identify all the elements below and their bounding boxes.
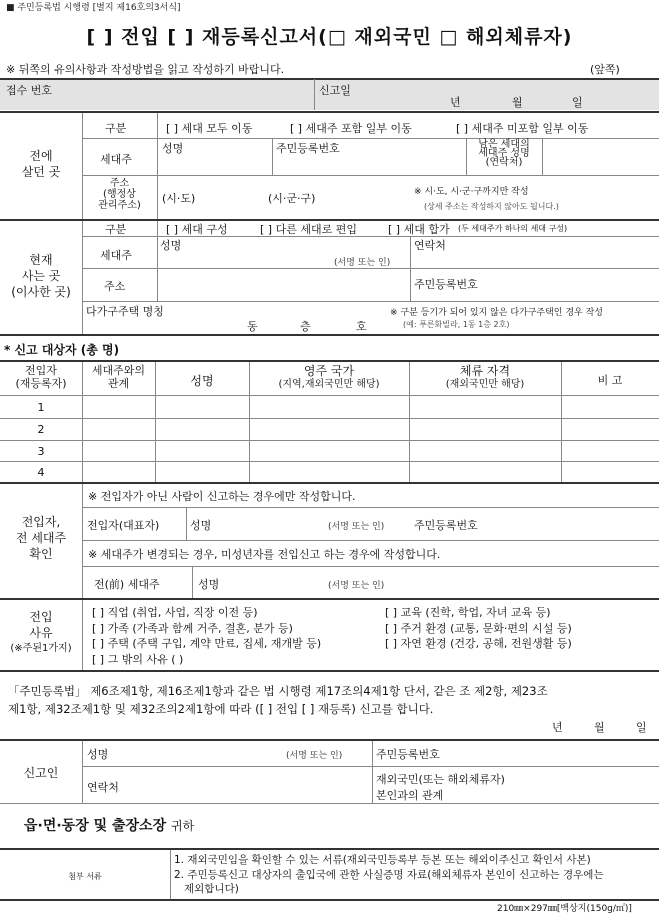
confirm-note-1: ※ 전입자가 아닌 사람이 신고하는 경우에만 작성합니다.	[88, 490, 356, 503]
col-relation: 세대주와의 관계	[91, 364, 146, 390]
previous-name-label: 성명	[162, 142, 184, 155]
col-country: 영주 국가 (지역,재외국민만 해당)	[278, 364, 380, 390]
current-rrn-label: 주민등록번호	[414, 278, 478, 291]
reporter-rrn-label: 주민등록번호	[376, 748, 440, 761]
reason-option[interactable]: [ ] 직업 (취업, 사업, 직장 이전 등)	[92, 606, 258, 619]
rep-rrn-label: 주민등록번호	[414, 519, 478, 532]
col-mover: 전입자 (재등록자)	[15, 364, 67, 390]
reporter-overseas-label: 재외국민(또는 해외체류자)	[376, 773, 505, 786]
paper-spec: 210㎜×297㎜[백상지(150g/㎡)]	[497, 904, 632, 914]
prev-householder-signature-hint: (서명 또는 인)	[328, 581, 385, 591]
receipt-date-label: 신고일	[319, 84, 351, 97]
multi-house-note: ※ 구분 등기가 되어 있지 않은 다가구주택인 경우 작성	[390, 308, 604, 318]
receipt-day: 일	[572, 96, 583, 109]
remaining-householder-label: 남은 세대의 세대주 성명 (연락처)	[478, 139, 530, 168]
receipt-no-label: 접수 번호	[6, 84, 53, 97]
reason-option[interactable]: [ ] 주거 환경 (교통, 문화·편의 시설 등)	[385, 622, 572, 635]
rep-signature-hint: (서명 또는 인)	[328, 522, 385, 532]
cur-kind-note: (두 세대주가 하나의 세대 구성)	[458, 224, 568, 233]
multi-house-dong: 동	[247, 320, 258, 333]
cur-kind-option-2[interactable]: [ ] 다른 세대로 편입	[260, 223, 357, 236]
current-householder-label: 세대주	[100, 249, 132, 262]
statement-month: 월	[594, 721, 605, 734]
form-reference: ■ 주민등록법 시행령 [별지 제16호의3서식]	[6, 3, 181, 13]
col-remarks: 비 고	[597, 374, 623, 387]
prev-householder-label: 전(前) 세대주	[94, 578, 160, 591]
page-side-label: (앞쪽)	[590, 63, 620, 76]
reason-option[interactable]: [ ] 자연 환경 (건강, 공해, 전원생활 등)	[385, 637, 572, 650]
confirm-section-label: 전입자, 전 세대주 확인	[15, 515, 67, 561]
current-contact-label: 연락처	[414, 239, 446, 252]
reporter-signature-hint: (서명 또는 인)	[286, 751, 343, 761]
prev-householder-name-label: 성명	[198, 578, 220, 591]
rep-label: 전입자(대표자)	[87, 519, 160, 532]
attachment-item-2: 2. 주민등록신고 대상자의 출입국에 관한 사실증명 자료(해외체류자 본인이 신고하는 경우에는	[174, 869, 604, 881]
previous-section-label: 전에 살던 곳	[21, 149, 61, 179]
reason-section-label: 전입 사유 (※주된1가지)	[10, 610, 72, 654]
table-row-number: 1	[37, 401, 45, 414]
prev-kind-option-1[interactable]: [ ] 세대 모두 이동	[166, 122, 253, 135]
attachment-item-2-cont: 제외합니다)	[184, 883, 239, 895]
prev-address-note: ※ 시·도, 시·군·구까지만 작성	[414, 187, 529, 197]
multi-house-label: 다가구주택 명칭	[86, 305, 164, 318]
current-name-label: 성명	[160, 239, 182, 252]
statement-year: 년	[552, 721, 563, 734]
current-kind-label: 구분	[105, 223, 127, 236]
statement-day: 일	[636, 721, 647, 734]
current-signature-hint: (서명 또는 인)	[334, 258, 391, 268]
addressee-title: 읍·면·동장 및 출장소장 귀하	[24, 818, 195, 834]
reason-option[interactable]: [ ] 그 밖의 사유 ( )	[92, 653, 184, 666]
reporter-section-label: 신고인	[23, 766, 59, 780]
previous-kind-label: 구분	[105, 122, 127, 135]
previous-address-label: 주소 (행정상 관리주소)	[98, 178, 141, 211]
attachment-item-1: 1. 재외국민임을 확인할 수 있는 서류(재외국민등록부 등본 또는 해외이주신고 확인서 사본)	[174, 854, 591, 866]
notice-text: ※ 뒤쪽의 유의사항과 작성방법을 읽고 작성하기 바랍니다.	[6, 63, 285, 76]
multi-house-note-2: (예: 푸른화빌라, 1동 1층 2호)	[403, 320, 510, 329]
col-status: 체류 자격 (재외국민만 해당)	[445, 364, 525, 390]
prev-sido-field[interactable]: (시·도)	[162, 192, 196, 205]
reason-option[interactable]: [ ] 주택 (주택 구입, 계약 만료, 집세, 재개발 등)	[92, 637, 322, 650]
cur-kind-option-3[interactable]: [ ] 세대 합가	[388, 223, 450, 236]
current-section-label: 현재 사는 곳 (이사한 곳)	[11, 253, 71, 299]
table-row-number: 3	[37, 445, 45, 458]
prev-sigungu-field[interactable]: (시·군·구)	[268, 192, 316, 205]
rep-name-label: 성명	[190, 519, 212, 532]
previous-rrn-label: 주민등록번호	[276, 142, 340, 155]
confirm-note-2: ※ 세대주가 변경되는 경우, 미성년자를 전입신고 하는 경우에 작성합니다.	[88, 548, 441, 561]
previous-householder-label: 세대주	[100, 153, 132, 166]
reason-option[interactable]: [ ] 교육 (진학, 학업, 자녀 교육 등)	[385, 606, 551, 619]
multi-house-ho: 호	[356, 320, 367, 333]
reason-option[interactable]: [ ] 가족 (가족과 함께 거주, 결혼, 분가 등)	[92, 622, 293, 635]
cur-kind-option-1[interactable]: [ ] 세대 구성	[166, 223, 228, 236]
receipt-month: 월	[512, 96, 523, 109]
table-row-number: 4	[37, 466, 45, 479]
reporter-relation-label: 본인과의 관계	[376, 789, 444, 802]
multi-house-cheung: 층	[300, 320, 311, 333]
reporter-contact-label: 연락처	[87, 781, 119, 794]
statement-line-2: 제1항, 제32조제1항 및 제32조의2제1항에 따라 ([ ] 전입 [ ] 재등록) 신고를 합니다.	[8, 702, 434, 716]
col-name: 성명	[190, 374, 214, 388]
form-title: [ ] 전입 [ ] 재등록신고서(□ 재외국민 □ 해외체류자)	[86, 26, 573, 48]
current-address-label: 주소	[104, 280, 126, 293]
statement-line-1: 「주민등록법」 제6조제1항, 제16조제1항과 같은 법 시행령 제17조의4제1항 단서, 같은 조 제2항, 제23조	[8, 684, 548, 698]
reporter-name-label: 성명	[87, 748, 109, 761]
prev-address-note-2: (상세 주소는 작성하지 않아도 됩니다.)	[424, 202, 559, 211]
receipt-year: 년	[450, 96, 461, 109]
attachments-label: 첨부 서류	[68, 872, 102, 881]
prev-kind-option-3[interactable]: [ ] 세대주 미포함 일부 이동	[456, 122, 589, 135]
table-row-number: 2	[37, 423, 45, 436]
prev-kind-option-2[interactable]: [ ] 세대주 포함 일부 이동	[290, 122, 412, 135]
targets-heading: * 신고 대상자 (총 명)	[4, 343, 120, 357]
